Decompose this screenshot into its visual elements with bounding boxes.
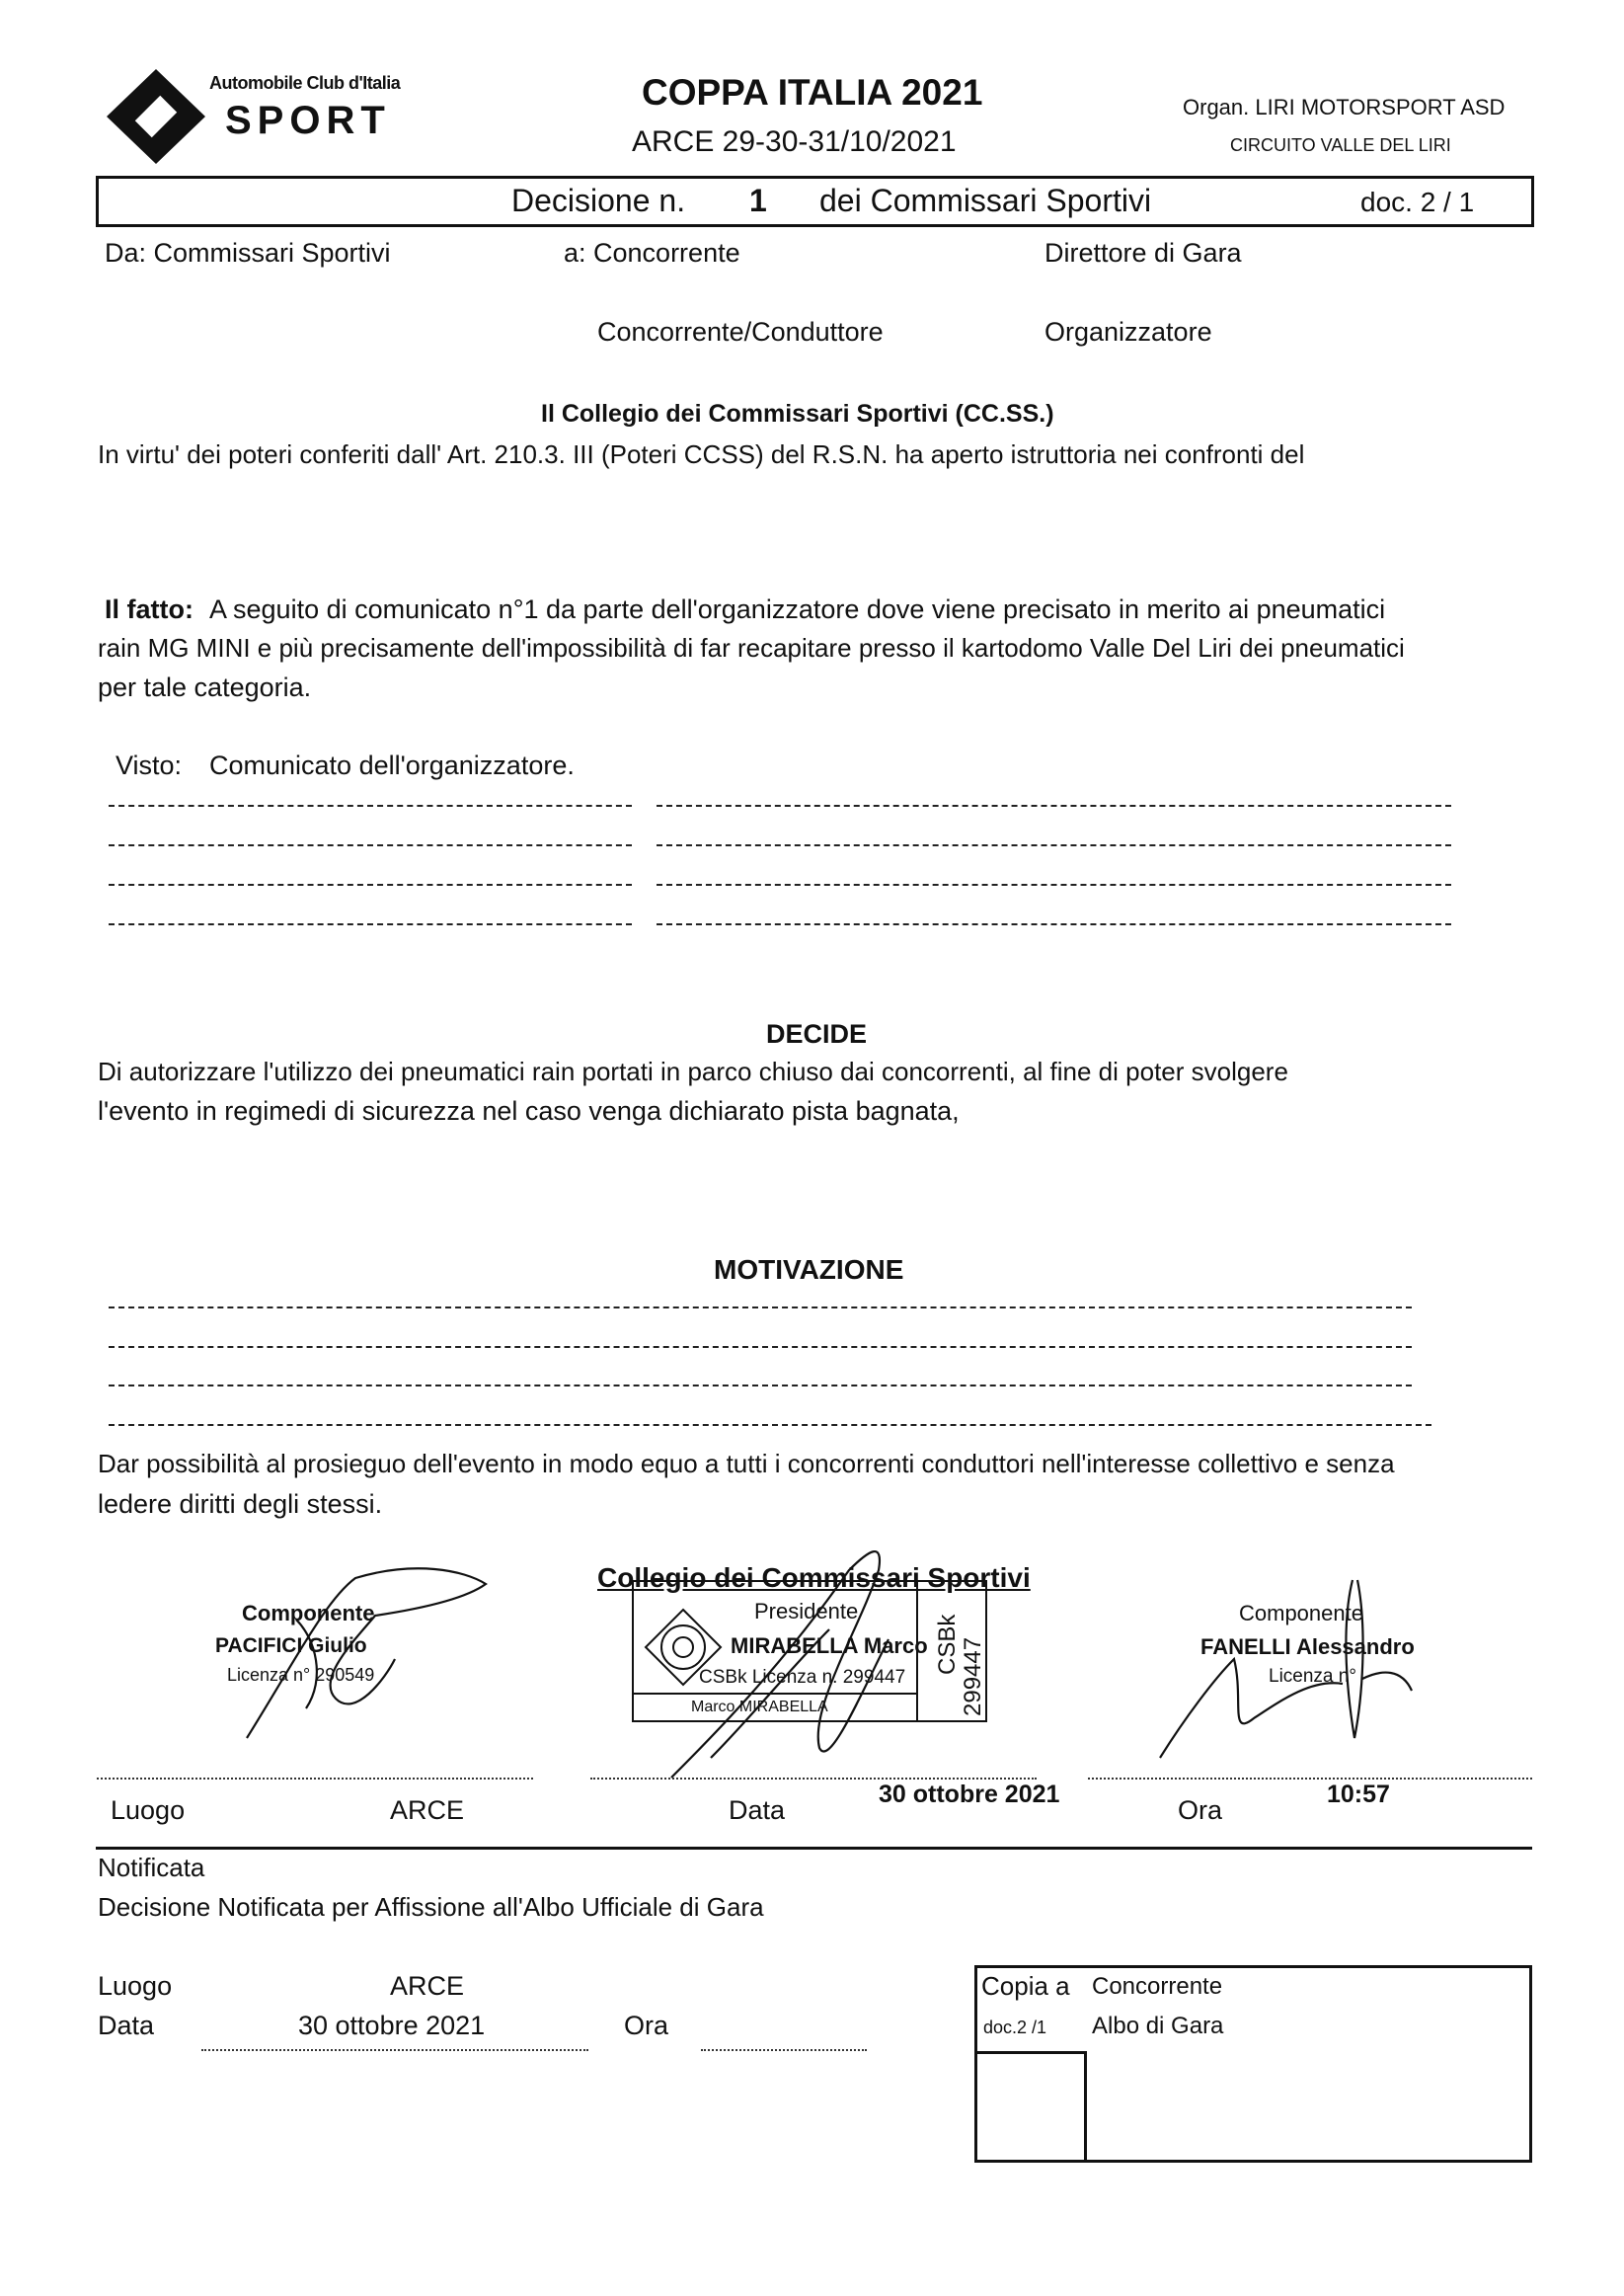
notif-luogo-value: ARCE (390, 1971, 465, 2001)
aci-sport-logo (99, 67, 454, 166)
notif-luogo-label: Luogo (98, 1971, 173, 2001)
section-divider (96, 1847, 1532, 1850)
motivazione-line-2: ledere diritti degli stessi. (98, 1489, 383, 1519)
stamp-name: Marco MIRABELLA (691, 1699, 828, 1715)
notificata-title: Notificata (98, 1853, 205, 1882)
stamp-code: CSBk (934, 1614, 961, 1675)
copy-to-1: Concorrente (1092, 1973, 1223, 2000)
luogo-value: ARCE (390, 1795, 465, 1825)
fatto-line-3: per tale categoria. (98, 673, 312, 702)
visto-dashed-line (109, 884, 632, 886)
visto-dashed-line (657, 844, 1451, 846)
notif-ora-line (701, 2049, 867, 2051)
to-organizzatore: Organizzatore (1044, 317, 1212, 347)
to-conduttore: Concorrente/Conduttore (597, 317, 884, 347)
right-signer-role: Componente (1239, 1601, 1363, 1625)
decision-bar (96, 176, 1534, 227)
college-title: Collegio dei Commissari Sportivi (597, 1562, 1031, 1593)
stamp-divider (632, 1693, 918, 1695)
fatto-line-2: rain MG MINI e più precisamente dell'impossibilità di far recapitare presso il kartodomo Valle Del Liri dei pneumatici (98, 633, 1405, 663)
fatto-label: Il fatto: (105, 594, 193, 624)
center-signer-role: Presidente (754, 1599, 859, 1623)
left-signer-name: PACIFICI Giulio (215, 1634, 367, 1657)
signature-line (1088, 1778, 1532, 1780)
logo-club-text: Automobile Club d'Italia (209, 73, 401, 93)
signature-line (590, 1778, 1037, 1780)
data-label: Data (729, 1795, 786, 1825)
event-place-dates: ARCE 29-30-31/10/2021 (632, 125, 957, 158)
notificata-text: Decisione Notificata per Affissione all'Albo Ufficiale di Gara (98, 1892, 764, 1922)
to-direttore: Direttore di Gara (1044, 238, 1242, 268)
motivazione-dashed-line (109, 1346, 1412, 1348)
decision-label: Decisione n. (511, 183, 686, 218)
motivazione-heading: MOTIVAZIONE (714, 1254, 904, 1285)
visto-dashed-line (109, 923, 632, 925)
fatto-line-1: A seguito di comunicato n°1 da parte dell'organizzatore dove viene precisato in merito ai pneumatici (209, 594, 1386, 624)
center-signer-license: CSBk Licenza n. 299447 (699, 1667, 906, 1688)
notif-data-label: Data (98, 2011, 155, 2040)
center-signer-name: MIRABELLA Marco (731, 1633, 928, 1658)
organizer: Organ. LIRI MOTORSPORT ASD (1183, 95, 1506, 119)
visto-text: Comunicato dell'organizzatore. (209, 751, 575, 780)
ora-label: Ora (1178, 1795, 1223, 1825)
decision-number: 1 (749, 183, 767, 218)
from-line: Da: Commissari Sportivi (105, 238, 391, 268)
collegio-text: In virtu' dei poteri conferiti dall' Art. 210.3. III (Poteri CCSS) del R.S.N. ha aperto istruttoria nei confronti del (98, 439, 1305, 469)
left-signer-license: Licenza n° 290549 (227, 1665, 375, 1685)
motivazione-line-1: Dar possibilità al prosieguo dell'evento in modo equo a tutti i concorrenti conduttori nell'interesse collettivo e senza (98, 1449, 1395, 1478)
collegio-heading: Il Collegio dei Commissari Sportivi (CC.SS.) (541, 400, 1054, 428)
visto-dashed-line (657, 884, 1451, 886)
event-title: COPPA ITALIA 2021 (642, 72, 983, 113)
decide-line-1: Di autorizzare l'utilizzo dei pneumatici rain portati in parco chiuso dai concorrenti, al fine di poter svolgere (98, 1057, 1288, 1086)
visto-dashed-line (657, 923, 1451, 925)
logo-sport-text: SPORT (225, 99, 391, 142)
left-signer-role: Componente (242, 1601, 375, 1625)
notif-ora-label: Ora (624, 2011, 669, 2040)
stamp-number: 299447 (960, 1636, 986, 1716)
right-signer-name: FANELLI Alessandro (1200, 1634, 1415, 1659)
data-value: 30 ottobre 2021 (879, 1781, 1060, 1808)
decide-heading: DECIDE (766, 1019, 868, 1049)
doc-number: doc. 2 / 1 (1360, 187, 1475, 217)
decide-line-2: l'evento in regimedi di sicurezza nel caso venga dichiarato pista bagnata, (98, 1096, 960, 1126)
visto-dashed-line (109, 805, 632, 807)
circuit-name: CIRCUITO VALLE DEL LIRI (1230, 135, 1451, 155)
copy-doc: doc.2 /1 (983, 2018, 1047, 2037)
signature-line (97, 1778, 533, 1780)
ora-value: 10:57 (1327, 1781, 1390, 1808)
copy-to-2: Albo di Gara (1092, 2013, 1224, 2039)
motivazione-dashed-line (109, 1424, 1431, 1426)
motivazione-dashed-line (109, 1306, 1412, 1308)
notif-data-line (201, 2049, 588, 2051)
copy-label: Copia a (981, 1971, 1070, 2001)
notif-data-value: 30 ottobre 2021 (298, 2011, 486, 2040)
right-signer-license: Licenza n° (1269, 1666, 1356, 1687)
visto-dashed-line (657, 805, 1451, 807)
visto-dashed-line (109, 844, 632, 846)
motivazione-dashed-line (109, 1385, 1412, 1386)
visto-label: Visto: (116, 751, 183, 780)
decision-suffix: dei Commissari Sportivi (819, 183, 1152, 218)
to-concorrente: a: Concorrente (564, 238, 740, 268)
copy-box-inner-cell (977, 2051, 1087, 2160)
luogo-label: Luogo (111, 1795, 186, 1825)
